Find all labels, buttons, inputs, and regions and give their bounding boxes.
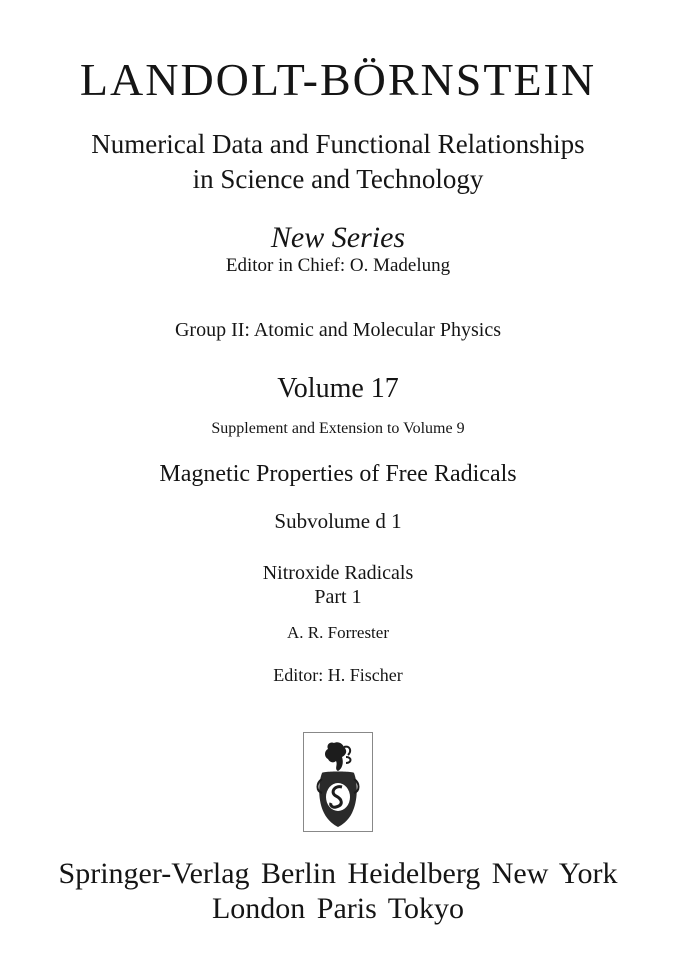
volume-title: Magnetic Properties of Free Radicals xyxy=(159,461,517,487)
new-series-label: New Series xyxy=(270,221,406,254)
volume-number: Volume 17 xyxy=(277,373,399,404)
subvolume-label: Subvolume d 1 xyxy=(274,509,402,533)
series-title: LANDOLT-BÖRNSTEIN xyxy=(79,54,597,105)
author-name: A. R. Forrester xyxy=(287,623,389,642)
series-subtitle-line2: in Science and Technology xyxy=(192,164,484,194)
publisher-line2: London Paris Tokyo xyxy=(211,892,464,925)
springer-logo xyxy=(303,732,373,832)
series-subtitle-line1: Numerical Data and Functional Relationships xyxy=(91,129,585,159)
group-heading: Group II: Atomic and Molecular Physics xyxy=(174,319,502,341)
publisher-line1: Springer-Verlag Berlin Heidelberg New York xyxy=(58,857,618,890)
editor-in-chief: Editor in Chief: O. Madelung xyxy=(225,255,451,276)
editor-name: Editor: H. Fischer xyxy=(273,665,403,685)
part-title: Nitroxide Radicals xyxy=(262,562,414,584)
supplement-note: Supplement and Extension to Volume 9 xyxy=(211,420,465,437)
chess-knight-icon xyxy=(304,733,372,831)
part-number: Part 1 xyxy=(314,586,362,608)
